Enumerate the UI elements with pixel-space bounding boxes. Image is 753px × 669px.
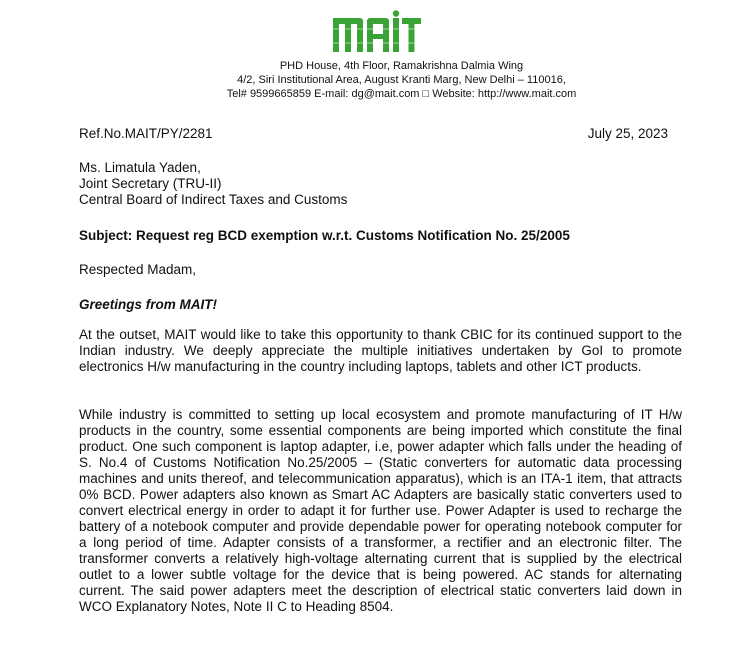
mait-logo-graphic: [332, 10, 422, 54]
address-line-2: 4/2, Siri Institutional Area, August Kranti Marg, New Delhi – 110016,: [237, 74, 566, 86]
recipient-name: Ms. Limatula Yaden,: [79, 160, 201, 175]
letterhead-address: [0, 59, 753, 101]
mait-logo: [0, 10, 753, 54]
subject-line: Subject: Request reg BCD exemption w.r.t. Customs Notification No. 25/2005: [79, 228, 570, 243]
reference-number: Ref.No.MAIT/PY/2281: [79, 126, 213, 141]
body-paragraph-2: While industry is committed to setting up local ecosystem and promote manufacturing of IT H/w products in the country, some essential components are being imported which constitute the final product. One such component is laptop adapter, i.e, power adapter which falls under the heading of S. No.4 of Customs Notification No.25/2005 – (Static converters for automatic data processing machines and units thereof, and telecommunication apparatus), which is an ITA-1 item, that attracts 0% BCD. Power adapters also known as Smart AC Adapters are basically static converters used to convert electrical energy in order to adapt it for further use. Power Adapter is used to recharge the battery of a notebook computer and provide dependable power for operating notebook computer for a long period of time. Adapter consists of a transformer, a rectifier and an electronic filter. The transformer converts a relatively high-voltage alternating current that is supplied by the electrical outlet to a lower subtle voltage for the device that is being powered. AC stands for alternating current. The said power adapters meet the description of electrical static converters laid down in WCO Explanatory Notes, Note II C to Heading 8504.: [79, 407, 682, 614]
address-line-3: Tel# 9599665859 E-mail: dg@mait.com □ Website: http://www.mait.com: [226, 88, 577, 100]
recipient-block: [79, 160, 347, 208]
letter-date: July 25, 2023: [587, 126, 668, 141]
recipient-organization: Central Board of Indirect Taxes and Customs: [79, 192, 348, 207]
greeting: Greetings from MAIT!: [79, 297, 218, 312]
body-paragraph-1: At the outset, MAIT would like to take this opportunity to thank CBIC for its continued support to the Indian industry. We deeply appreciate the multiple initiatives undertaken by GoI to promote electronics H/w manufacturing in the country including laptops, tablets and other ICT products.: [79, 327, 682, 374]
salutation: Respected Madam,: [79, 262, 197, 277]
address-line-1: PHD House, 4th Floor, Ramakrishna Dalmia Wing: [279, 60, 524, 72]
recipient-title: Joint Secretary (TRU-II): [79, 176, 222, 191]
